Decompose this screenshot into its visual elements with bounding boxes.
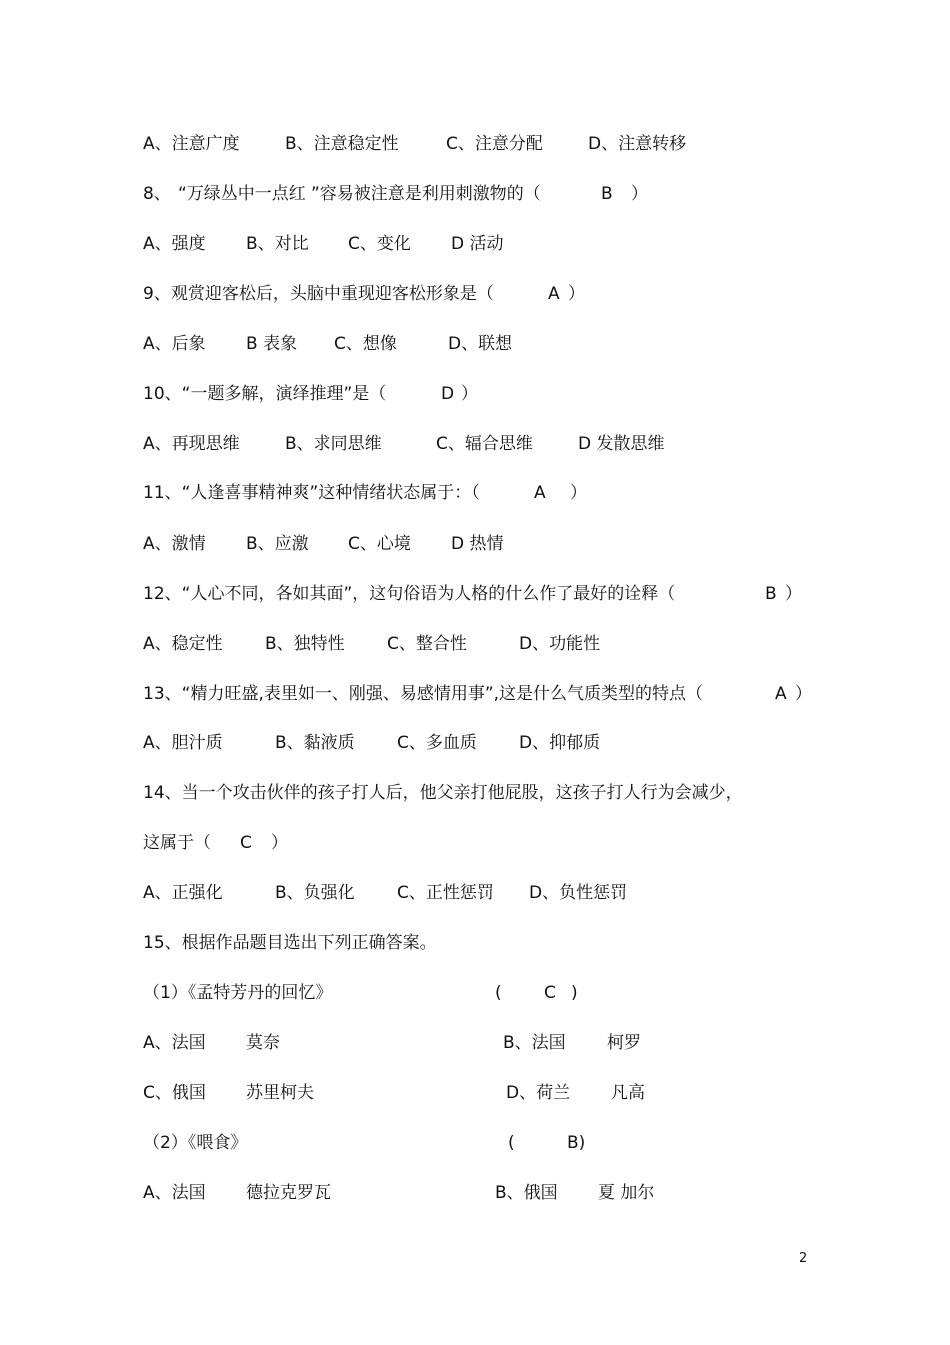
option-a: A、法国 xyxy=(143,1183,206,1203)
option-a: A、注意广度 xyxy=(143,134,240,154)
option-c: C、正性惩罚 xyxy=(397,883,494,903)
option-a: A、强度 xyxy=(143,234,206,254)
answer: C xyxy=(240,833,252,853)
option-b: B、法国 xyxy=(503,1033,566,1053)
option-b: B、俄国 xyxy=(495,1183,558,1203)
answer: B xyxy=(765,584,777,604)
option-a: A、法国 xyxy=(143,1033,206,1053)
option-d: D、联想 xyxy=(448,334,513,354)
answer: A xyxy=(534,483,546,503)
option-b: B 表象 xyxy=(246,334,298,354)
option-c: C、俄国 xyxy=(143,1083,206,1103)
answer-close-paren: ） xyxy=(785,584,802,604)
option-d: D 活动 xyxy=(451,234,504,254)
option-d: D、负性惩罚 xyxy=(529,883,628,903)
option-a: A、再现思维 xyxy=(143,434,240,454)
option-c: C、心境 xyxy=(348,534,411,554)
answer: B) xyxy=(567,1133,586,1153)
option-a: A、稳定性 xyxy=(143,634,223,654)
option-d: D 发散思维 xyxy=(578,434,665,454)
option-b: B、注意稳定性 xyxy=(285,134,399,154)
answer-close-paren: ） xyxy=(631,184,648,204)
sub-question-text: （2）《喂食》 xyxy=(143,1133,248,1153)
option-d: D、功能性 xyxy=(519,634,601,654)
question-text: 10、“一题多解，演绎推理”是（ xyxy=(143,384,387,404)
option-c: C、想像 xyxy=(334,334,397,354)
option-d: D、抑郁质 xyxy=(519,733,601,753)
question-text: 13、“精力旺盛,表里如一、刚强、易感情用事”,这是什么气质类型的特点（ xyxy=(143,684,704,704)
answer-close-paren: ) xyxy=(571,983,578,1003)
option-a-artist: 德拉克罗瓦 xyxy=(246,1183,331,1203)
answer: A xyxy=(775,684,787,704)
option-c: C、辐合思维 xyxy=(436,434,533,454)
option-b: B、求同思维 xyxy=(285,434,382,454)
option-c-artist: 苏里柯夫 xyxy=(246,1083,314,1103)
option-a: A、胆汁质 xyxy=(143,733,223,753)
option-c: C、变化 xyxy=(348,234,411,254)
question-text: 11、“人逢喜事精神爽”这种情绪状态属于：（ xyxy=(143,483,480,503)
answer: D xyxy=(441,384,455,404)
answer: C xyxy=(544,983,556,1003)
option-a: A、激情 xyxy=(143,534,206,554)
question-text: 这属于（ xyxy=(143,833,211,853)
question-text: 15、根据作品题目选出下列正确答案。 xyxy=(143,933,437,953)
option-d: D 热情 xyxy=(451,534,504,554)
question-text: ”容易被注意是利用刺激物的（ xyxy=(311,184,541,204)
option-b: B、负强化 xyxy=(275,883,355,903)
sub-question-text: （1）《孟特芳丹的回忆》 xyxy=(143,983,333,1003)
answer-open-paren: ( xyxy=(508,1133,515,1153)
answer-close-paren: ） xyxy=(461,384,478,404)
option-a: A、后象 xyxy=(143,334,206,354)
option-d-artist: 凡高 xyxy=(611,1083,645,1103)
question-number: 8、 xyxy=(143,184,171,204)
option-d: D、荷兰 xyxy=(506,1083,571,1103)
answer-close-paren: ） xyxy=(795,684,812,704)
option-c: C、多血质 xyxy=(397,733,477,753)
answer-close-paren: ） xyxy=(271,833,288,853)
page-number: 2 xyxy=(799,1251,808,1266)
option-b: B、对比 xyxy=(246,234,309,254)
answer: B xyxy=(601,184,613,204)
option-b-artist: 柯罗 xyxy=(607,1033,641,1053)
option-b: B、独特性 xyxy=(265,634,345,654)
option-b: B、黏液质 xyxy=(275,733,355,753)
answer: A xyxy=(548,284,560,304)
answer-open-paren: ( xyxy=(495,983,502,1003)
question-text: 12、“人心不同，各如其面”，这句俗语为人格的什么作了最好的诠释（ xyxy=(143,584,676,604)
option-b-artist: 夏 加尔 xyxy=(598,1183,655,1203)
question-text: 9、观赏迎客松后，头脑中重现迎客松形象是（ xyxy=(143,284,494,304)
answer-close-paren: ） xyxy=(568,284,585,304)
option-c: C、注意分配 xyxy=(446,134,543,154)
option-d: D、注意转移 xyxy=(588,134,687,154)
option-b: B、应激 xyxy=(246,534,309,554)
option-c: C、整合性 xyxy=(387,634,467,654)
option-a-artist: 莫奈 xyxy=(246,1033,280,1053)
question-text: “万绿丛中一点红 xyxy=(178,184,306,204)
question-text: 14、当一个攻击伙伴的孩子打人后，他父亲打他屁股，这孩子打人行为会减少， xyxy=(143,783,743,803)
answer-close-paren: ） xyxy=(570,483,587,503)
option-a: A、正强化 xyxy=(143,883,223,903)
